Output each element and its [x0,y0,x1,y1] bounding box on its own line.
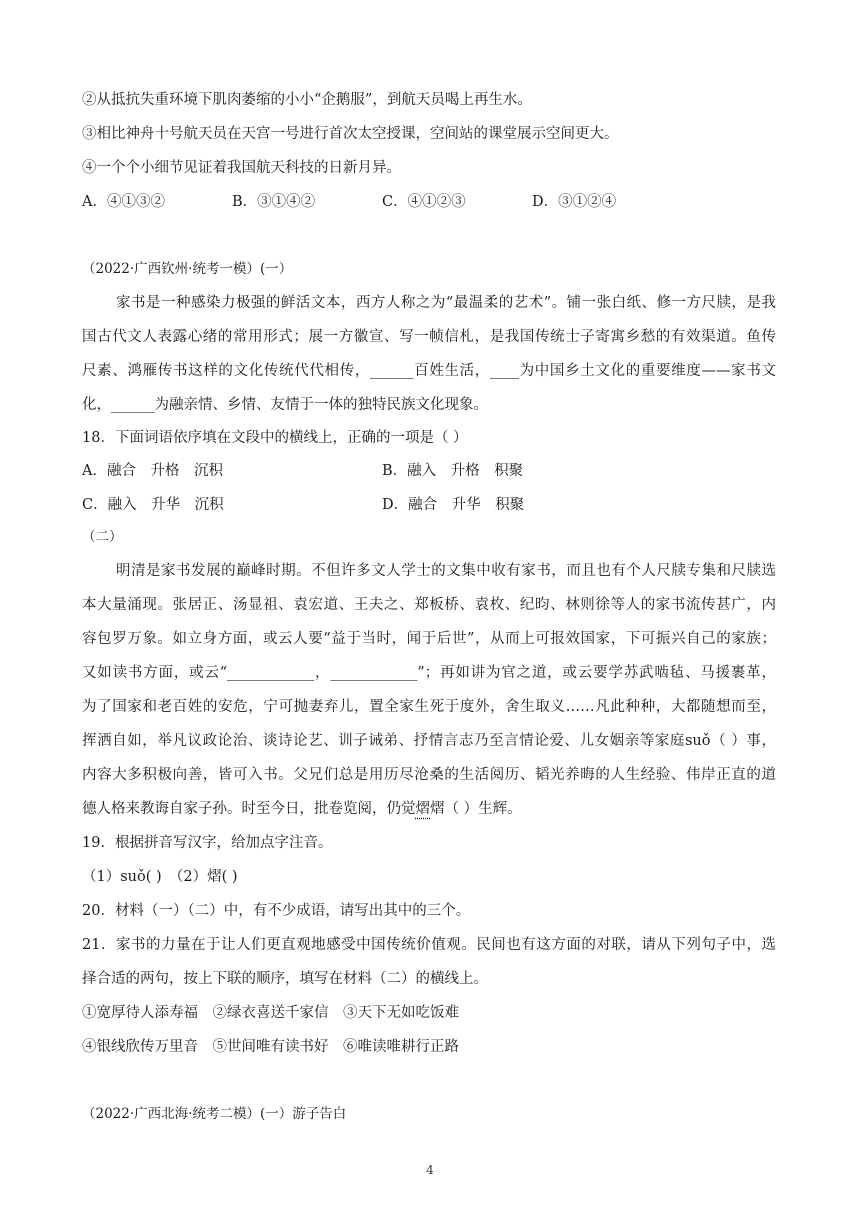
last-line-text: 德人格来教诲自家子孙。时至今日，批卷览阅，仍觉 [82,801,416,817]
section1-para-line: 国古代文人表露心绪的常用形式；展一方徽宣、写一帧信札，是我国传统士子寄寓乡愁的有效渠道。鱼传 [82,329,776,345]
option-a: A．④①③② [82,194,165,210]
question-19: 19．根据拼音写汉字，给加点字注音。 [82,835,333,851]
section2-label: （二） [82,529,123,545]
dotted-character: 熠 [415,801,430,817]
item-2: ②从抵抗失重环境下肌肉萎缩的小小“企鹅服”，到航天员喝上再生水。 [82,92,532,108]
last-line-text-end: 熠（ ）生辉。 [430,801,522,817]
section2-para-line: 内容大多积极向善，皆可入书。父兄们总是用历尽沧桑的生活阅历、韬光养晦的人生经验、伟岸正直的道 [82,767,776,783]
section1-source: （2022·广西钦州·统考一模）(一） [82,261,293,277]
question-18: 18．下面词语依序填在文段中的横线上，正确的一项是（ ） [82,430,468,446]
section2-para-line: 明清是家书发展的巅峰时期。不但许多文人学士的文集中收有家书，而且也有个人尺牍专集和尺牍选 [116,563,776,579]
question-19-sub: （1）suǒ( ) （2）熠( ) [82,869,238,885]
question-21-options: ①宽厚待人添寿福 ②绿衣喜送千家信 ③天下无如吃饭难 [82,1005,459,1021]
question-20: 20．材料（一）（二）中，有不少成语，请写出其中的三个。 [82,903,471,919]
item-3: ③相比神舟十号航天员在天宫一号进行首次太空授课，空间站的课堂展示空间更大。 [82,126,619,142]
option-c: C．④①②③ [382,194,466,210]
q18-option-c: C．融入 升华 沉积 [82,497,224,513]
section2-para-line: 为了国家和老百姓的安危，宁可抛妻弃儿，置全家生死于度外，舍生取义……凡此种种，大都随想而至， [82,699,776,715]
question-21: 21．家书的力量在于让人们更直观地感受中国传统价值观。民间也有这方面的对联，请从下列句子中，选 [82,937,776,953]
section1-para-line: 家书是一种感染力极强的鲜活文本，西方人称之为“最温柔的艺术”。铺一张白纸、修一方尺牍，是我 [116,295,776,311]
q18-option-a: A．融合 升格 沉积 [82,463,223,479]
item-4: ④一个个小细节见证着我国航天科技的日新月异。 [82,160,401,176]
option-b: B．③①④② [232,194,316,210]
q18-option-b: B．融入 升格 积聚 [382,463,524,479]
section3-source: （2022·广西北海·统考二模）(一）游子告白 [82,1106,347,1122]
section2-para-line: 又如读书方面，或云“____________，____________”；再如讲为官之道，或云要学苏武啮毡、马援裹革， [82,665,776,681]
section2-para-last-line [82,799,522,819]
section2-para-line: 挥洒自如，举凡议政论治、谈诗论艺、训子诫弟、抒情言志乃至言情论爱、儿女姻亲等家庭suǒ（ ）事， [82,733,776,749]
question-21-cont: 择合适的两句，按上下联的顺序，填写在材料（二）的横线上。 [82,971,488,987]
section2-para-line: 容包罗万象。如立身方面，或云人要“益于当时，闻于后世”，从而上可报效国家，下可振兴自己的家族； [82,631,776,647]
page-number: 4 [426,1163,434,1177]
option-d: D．③①②④ [532,194,617,210]
question-21-options: ④银线欣传万里音 ⑤世间唯有读书好 ⑥唯读唯耕行正路 [82,1039,459,1055]
section1-para-line: 化，______为融亲情、乡情、友情于一体的独特民族文化现象。 [82,397,488,413]
section1-para-line: 尺素、鸿雁传书这样的文化传统代代相传，______百姓生活，____为中国乡土文化的重要维度——家书文 [82,363,776,379]
section2-para-line: 本大量涌现。张居正、汤显祖、袁宏道、王夫之、郑板桥、袁枚、纪昀、林则徐等人的家书流传甚广，内 [82,597,776,613]
q18-option-d: D．融合 升华 积聚 [382,497,525,513]
